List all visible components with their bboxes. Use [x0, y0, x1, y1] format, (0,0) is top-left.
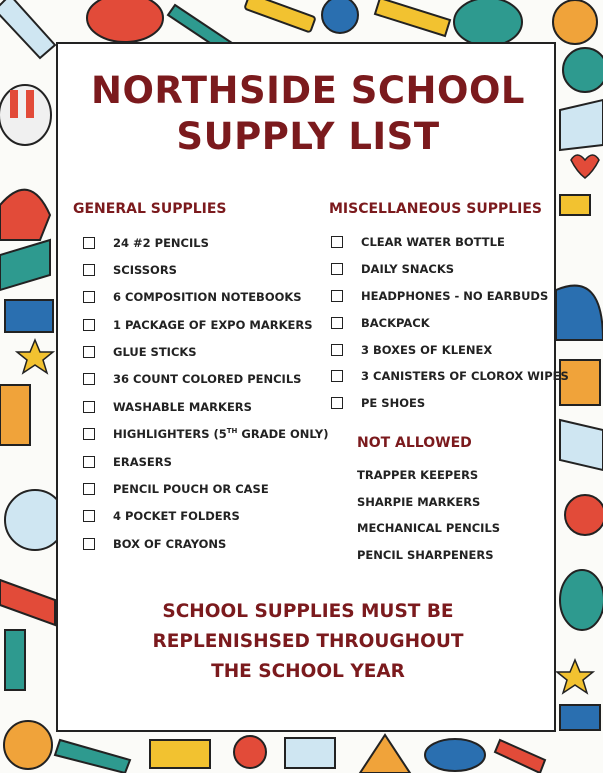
- footer-line-2: REPLENISHSED THROUGHOUT: [152, 631, 464, 652]
- general-item[interactable]: ERASERS: [83, 453, 172, 471]
- checkbox[interactable]: [83, 456, 95, 468]
- general-item[interactable]: WASHABLE MARKERS: [83, 398, 252, 416]
- checkbox[interactable]: [331, 397, 343, 409]
- checkbox[interactable]: [83, 264, 95, 276]
- checkbox[interactable]: [83, 428, 95, 440]
- footer-line-1: SCHOOL SUPPLIES MUST BE: [162, 601, 454, 622]
- checkbox[interactable]: [83, 373, 95, 385]
- misc-item[interactable]: CLEAR WATER BOTTLE: [331, 233, 505, 251]
- general-item[interactable]: GLUE STICKS: [83, 343, 197, 361]
- checkbox[interactable]: [83, 291, 95, 303]
- checkbox[interactable]: [331, 290, 343, 302]
- general-item[interactable]: 36 COUNT COLORED PENCILS: [83, 370, 301, 388]
- not-allowed-heading: NOT ALLOWED: [357, 435, 472, 451]
- page-title-line-2: SUPPLY LIST: [176, 115, 440, 158]
- misc-item[interactable]: 3 BOXES OF KLENEX: [331, 341, 492, 359]
- general-item-highlighters[interactable]: HIGHLIGHTERS (5TH GRADE ONLY): [83, 425, 329, 443]
- checkbox[interactable]: [83, 483, 95, 495]
- page-title-line-1: NORTHSIDE SCHOOL: [91, 69, 525, 112]
- checkbox[interactable]: [83, 510, 95, 522]
- checkbox[interactable]: [83, 319, 95, 331]
- checkbox[interactable]: [83, 237, 95, 249]
- not-allowed-item: PENCIL SHARPENERS: [357, 548, 494, 562]
- miscellaneous-supplies-heading: MISCELLANEOUS SUPPLIES: [329, 201, 542, 217]
- general-item[interactable]: SCISSORS: [83, 261, 177, 279]
- general-item[interactable]: PENCIL POUCH OR CASE: [83, 480, 269, 498]
- checkbox[interactable]: [83, 538, 95, 550]
- general-item[interactable]: 24 #2 PENCILS: [83, 234, 209, 252]
- checkbox[interactable]: [331, 344, 343, 356]
- footer-line-3: THE SCHOOL YEAR: [211, 661, 405, 682]
- general-item[interactable]: BOX OF CRAYONS: [83, 535, 226, 553]
- general-item[interactable]: 6 COMPOSITION NOTEBOOKS: [83, 288, 302, 306]
- checkbox[interactable]: [331, 263, 343, 275]
- checkbox[interactable]: [83, 401, 95, 413]
- supply-list-sheet: [56, 42, 569, 732]
- misc-item[interactable]: PE SHOES: [331, 394, 425, 412]
- misc-item[interactable]: 3 CANISTERS OF CLOROX WIPES: [331, 367, 569, 385]
- not-allowed-item: MECHANICAL PENCILS: [357, 521, 501, 535]
- general-item[interactable]: 1 PACKAGE OF EXPO MARKERS: [83, 316, 313, 334]
- checkbox[interactable]: [331, 236, 343, 248]
- not-allowed-item: TRAPPER KEEPERS: [357, 468, 479, 482]
- checkbox[interactable]: [331, 317, 343, 329]
- checkbox[interactable]: [331, 370, 343, 382]
- general-item[interactable]: 4 POCKET FOLDERS: [83, 507, 240, 525]
- misc-item[interactable]: HEADPHONES - NO EARBUDS: [331, 287, 548, 305]
- not-allowed-item: SHARPIE MARKERS: [357, 495, 481, 509]
- checkbox[interactable]: [83, 346, 95, 358]
- general-supplies-heading: GENERAL SUPPLIES: [73, 201, 227, 217]
- misc-item[interactable]: BACKPACK: [331, 314, 430, 332]
- misc-item[interactable]: DAILY SNACKS: [331, 260, 454, 278]
